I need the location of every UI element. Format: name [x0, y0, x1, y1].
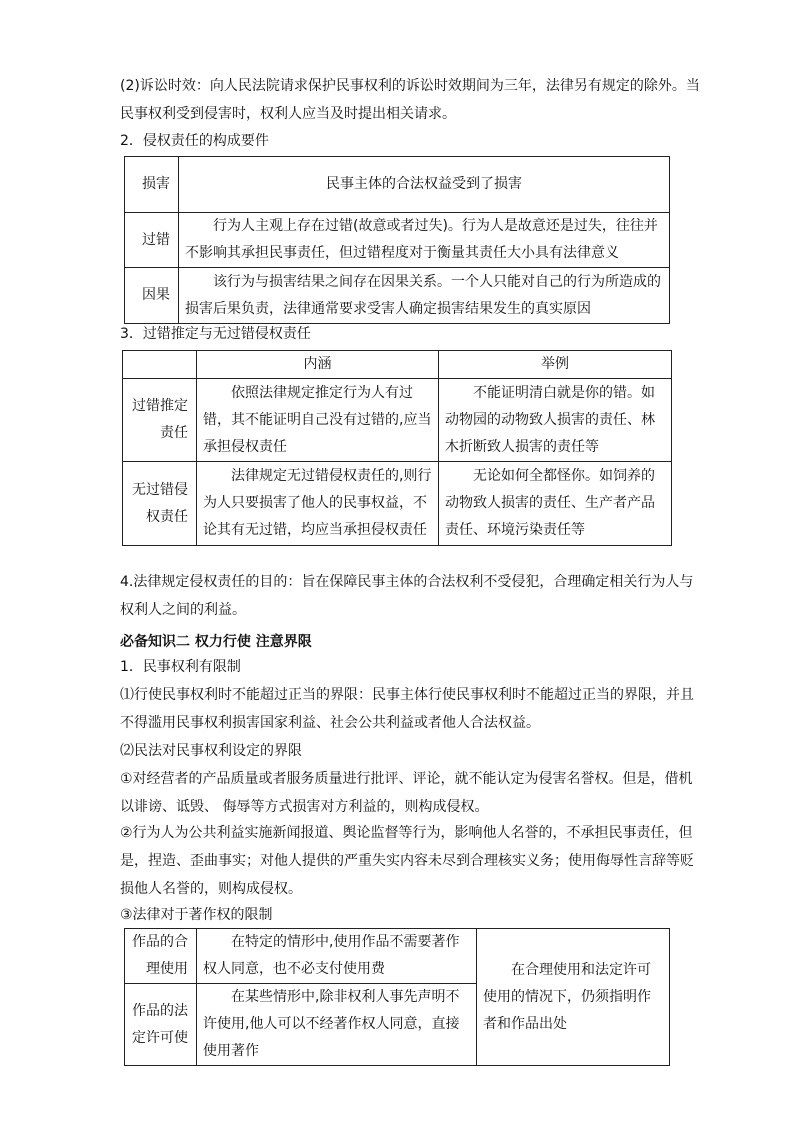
- row-label: 无过错侵权责任: [123, 462, 197, 546]
- table-row: [125, 213, 670, 268]
- para-statute: (2)诉讼时效：向人民法院请求保护民事权利的诉讼时效期间为三年，法律另有规定的除外。当民事权利受到侵害时，权利人应当及时提出相关请求。: [120, 78, 700, 122]
- tort-elements-table: [124, 156, 670, 324]
- header-cell: [123, 351, 197, 379]
- copyright-table: [124, 928, 670, 1066]
- row-content: 在特定的情形中,使用作品不需要著作权人同意，也不必支付使用费: [197, 929, 477, 984]
- row-content: 该行为与损害结果之间存在因果关系。一个人只能对自己的行为所造成的损害后果负责，法律通常要求受害人确定损害结果发生的真实原因: [179, 268, 670, 324]
- row-label: 过错推定责任: [123, 379, 197, 462]
- fault-table: [122, 350, 672, 546]
- heading-fault-presumption: 3．过错推定与无过错侵权责任: [120, 326, 311, 342]
- para-limit-4: ②行为人为公共利益实施新闻报道、舆论监督等行为，影响他人名誉的，不承担民事责任，但是，捏造、歪曲事实；对他人提供的严重失实内容未尽到合理核实义务；使用侮辱性言辞等贬损他人名誉的，则构成侵权。: [120, 825, 694, 897]
- para-limit-5: ③法律对于著作权的限制: [120, 907, 273, 923]
- row-content: 在某些情形中,除非权利人事先声明不许使用,他人可以不经著作权人同意，直接使用著作: [197, 984, 477, 1066]
- header-cell: 举例: [439, 351, 672, 379]
- table-row: [125, 157, 670, 213]
- table-row: [123, 379, 672, 462]
- subheading-limits: 1．民事权利有限制: [120, 659, 241, 675]
- table-row: [123, 462, 672, 546]
- section-title: 必备知识二 权力行使 注意界限: [120, 634, 312, 650]
- row-meaning: 依照法律规定推定行为人有过错，其不能证明自己没有过错的,应当承担侵权责任: [197, 379, 439, 462]
- note-cell: 在合理使用和法定许可使用的情况下，仍须指明作者和作品出处: [477, 929, 670, 1066]
- row-content: 民事主体的合法权益受到了损害: [179, 157, 670, 213]
- row-label: 损害: [125, 157, 179, 213]
- para-purpose: 4.法律规定侵权责任的目的：旨在保障民事主体的合法权利不受侵犯，合理确定相关行为人与权利人之间的利益。: [120, 574, 694, 618]
- row-content: 行为人主观上存在过错(故意或者过失)。行为人是故意还是过失，往往并不影响其承担民事责任，但过错程度对于衡量其责任大小具有法律意义: [179, 213, 670, 268]
- heading-tort-elements: 2．侵权责任的构成要件: [120, 133, 269, 149]
- table-row: [125, 929, 670, 984]
- row-meaning: 法律规定无过错侵权责任的,则行为人只要损害了他人的民事权益，不论其有无过错，均应当承担侵权责任: [197, 462, 439, 546]
- row-example: 无论如何全都怪你。如饲养的动物致人损害的责任、生产者产品责任、环境污染责任等: [439, 462, 672, 546]
- para-limit-3: ①对经营者的产品质量或者服务质量进行批评、评论，就不能认定为侵害名誉权。但是，借机以诽谤、诋毁、 侮辱等方式损害对方利益的，则构成侵权。: [120, 771, 693, 815]
- header-cell: 内涵: [197, 351, 439, 379]
- row-label: 作品的合理使用: [125, 929, 197, 984]
- row-label: 过错: [125, 213, 179, 268]
- para-limit-1: ⑴行使民事权利时不能超过正当的界限：民事主体行使民事权利时不能超过正当的界限，并且不得滥用民事权利损害国家利益、社会公共利益或者他人合法权益。: [120, 687, 694, 731]
- row-label: 因果: [125, 268, 179, 324]
- table-row: [125, 268, 670, 324]
- row-label: 作品的法定许可使: [125, 984, 197, 1066]
- row-example: 不能证明清白就是你的错。如动物园的动物致人损害的责任、林木折断致人损害的责任等: [439, 379, 672, 462]
- para-limit-2: ⑵民法对民事权利设定的界限: [120, 743, 302, 759]
- table-header-row: [123, 351, 672, 379]
